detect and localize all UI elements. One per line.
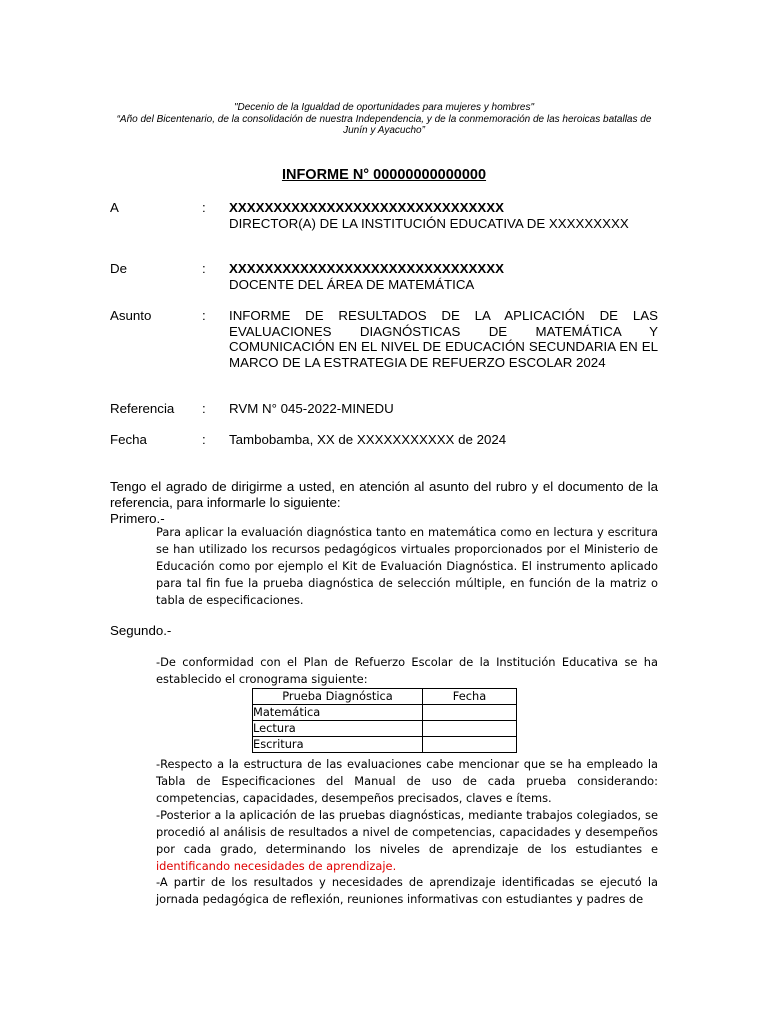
field-fecha-label: Fecha [110, 432, 147, 447]
table-header-row [253, 689, 517, 705]
segundo-paragraph-1: -De conformidad con el Plan de Refuerzo Escolar de la Institución Educativa se ha establecido el cronograma siguiente: [156, 655, 658, 686]
segundo-label: Segundo.- [110, 623, 172, 638]
segundo-paragraph-4: -A partir de los resultados y necesidades de aprendizaje identificadas se ejecutó la jornada pedagógica de reflexión, reuniones informativas con estudiantes y padres de [156, 875, 658, 906]
segundo-paragraph-3 [156, 807, 658, 875]
table-cell [423, 737, 517, 753]
field-de-colon: : [202, 261, 206, 276]
field-fecha-value: Tambobamba, XX de XXXXXXXXXXX de 2024 [229, 432, 507, 447]
primero-paragraph: Para aplicar la evaluación diagnóstica tanto en matemática como en lectura y escritura se han utilizado los recursos pedagógicos virtuales proporcionados por el Ministerio de Educación como por ejemplo el Kit de Evaluación Diagnóstica. El instrumento aplicado para tal fin fue la prueba diagnóstica de selección múltiple, en función de la matriz o tabla de especificaciones. [156, 525, 658, 607]
table-row [253, 705, 517, 721]
table-row [253, 737, 517, 753]
segundo-paragraph-3-text: -Posterior a la aplicación de las pruebas diagnósticas, mediante trabajos colegiados, se procedió al análisis de resultados a nivel de competencias, capacidades y desempeños por cada grado, determinando los niveles de aprendizaje de los estudiantes e [156, 808, 658, 856]
table-cell: Escritura [253, 737, 423, 753]
table-header-cell: Fecha [423, 689, 517, 705]
document-header [110, 102, 658, 137]
field-a-role: DIRECTOR(A) DE LA INSTITUCIÓN EDUCATIVA DE XXXXXXXXX [229, 215, 629, 231]
segundo-paragraph-2: -Respecto a la estructura de las evaluaciones cabe mencionar que se ha empleado la Tabla de Especificaciones del Manual de uso de cada prueba considerando: competencias, capacidades, desempeños precisados, claves e ítems. [156, 757, 658, 805]
table-header-cell: Prueba Diagnóstica [253, 689, 423, 705]
header-decenio: "Decenio de la Igualdad de oportunidades para mujeres y hombres" [233, 102, 535, 113]
field-a-value [229, 200, 658, 231]
table-cell [423, 705, 517, 721]
field-de-name: XXXXXXXXXXXXXXXXXXXXXXXXXXXXXXX [229, 261, 504, 276]
header-anio: “Año del Bicentenario, de la consolidación de nuestra Independencia, y de la conmemoración de las heroicas batallas de Junín y Ayacucho” [116, 113, 652, 136]
field-a-colon: : [202, 200, 206, 215]
cronograma-table [252, 688, 517, 753]
intro-paragraph: Tengo el agrado de dirigirme a usted, en atención al asunto del rubro y el documento de la referencia, para informarle lo siguiente: [110, 479, 658, 510]
field-fecha-colon: : [202, 432, 206, 447]
table-cell [423, 721, 517, 737]
primero-label: Primero.- [110, 511, 165, 526]
field-referencia-label: Referencia [110, 401, 175, 416]
highlighted-text: identificando necesidades de aprendizaje. [156, 859, 397, 873]
field-de-role: DOCENTE DEL ÁREA DE MATEMÁTICA [229, 276, 475, 292]
table-cell: Matemática [253, 705, 423, 721]
report-title: INFORME N° 00000000000000 [281, 167, 487, 183]
field-a-name: XXXXXXXXXXXXXXXXXXXXXXXXXXXXXXX [229, 200, 504, 215]
field-de-label: De [110, 261, 127, 276]
field-asunto-value: INFORME DE RESULTADOS DE LA APLICACIÓN DE LAS EVALUACIONES DIAGNÓSTICAS DE MATEMÁTICA Y COMUNICACIÓN EN EL NIVEL DE EDUCACIÓN SECUNDARIA EN EL MARCO DE LA ESTRATEGIA DE REFUERZO ESCOLAR 2024 [229, 308, 658, 370]
field-referencia-colon: : [202, 401, 206, 416]
table-cell: Lectura [253, 721, 423, 737]
table-row [253, 721, 517, 737]
field-asunto-colon: : [202, 308, 206, 323]
field-a-label: A [110, 200, 119, 215]
field-de-value [229, 261, 658, 292]
field-asunto-label: Asunto [110, 308, 152, 323]
field-referencia-value: RVM N° 045-2022-MINEDU [229, 401, 394, 416]
